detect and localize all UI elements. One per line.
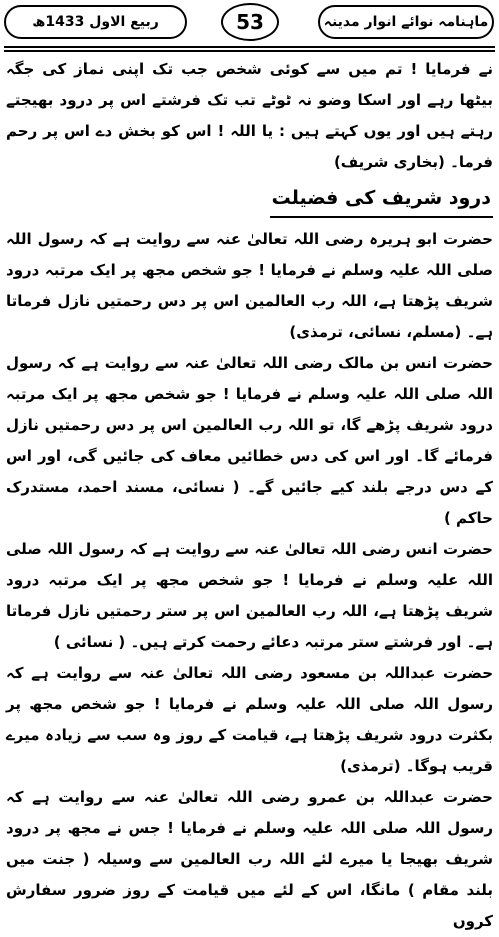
magazine-title: ماہنامہ نوائے انوار مدینہ bbox=[318, 5, 494, 39]
hadith-paragraph: حضرت عبداللہ بن مسعود رضی اللہ تعالیٰ عنہ سے روایت ہے کہ رسول اللہ صلی اللہ علیہ وسلم نے فرمایا ! جو شخص مجھ پر بکثرت درود شریف پڑھتا ہے، قیامت کے روز وہ سب سے زیادہ میرے قریب ہوگا۔ (ترمذی) bbox=[6, 664, 493, 775]
intro-paragraph: نے فرمایا ! تم میں سے کوئی شخص جب تک اپنی نماز کی جگہ بیٹھا رہے اور اسکا وضو نہ ٹوٹے تب تک فرشتے اس پر درود بھیجتے رہتے ہیں اور یوں کہتے ہیں : یا اللہ ! اس کو بخش دے اس پر رحم فرما۔ (بخاری شریف) bbox=[6, 60, 493, 171]
hadith-paragraph: حضرت ابو ہریرہ رضی اللہ تعالیٰ عنہ سے روایت ہے کہ رسول اللہ صلی اللہ علیہ وسلم نے فرمایا ! جو شخص مجھ پر ایک مرتبہ درود شریف پڑھتا ہے، اللہ رب العالمین اس پر دس رحمتیں نازل فرماتا ہے۔ (مسلم، نسائی، ترمذی) bbox=[6, 230, 493, 341]
hadith-paragraph: حضرت انس رضی اللہ تعالیٰ عنہ سے روایت ہے کہ رسول اللہ صلی اللہ علیہ وسلم نے فرمایا ! جو شخص مجھ پر ایک مرتبہ درود شریف پڑھتا ہے، اللہ رب العالمین اس پر ستر رحمتیں نازل فرماتا ہے۔ اور فرشتے ستر مرتبہ دعائے رحمت کرتے ہیں۔ ( نسائی ) bbox=[6, 540, 493, 651]
issue-date: ربیع الاول 1433ھ bbox=[4, 5, 187, 39]
page-header bbox=[0, 0, 499, 44]
hadith-paragraph: حضرت عبداللہ بن عمرو رضی اللہ تعالیٰ عنہ سے روایت ہے کہ رسول اللہ صلی اللہ علیہ وسلم نے فرمایا ! جس نے مجھ پر درود شریف بھیجا یا میرے لئے اللہ رب العالمین سے وسیلہ ( جنت میں بلند مقام ) مانگا، اس کے لئے میں قیامت کے روز ضرور سفارش کروں bbox=[6, 788, 493, 930]
hadith-paragraph: حضرت انس بن مالک رضی اللہ تعالیٰ عنہ سے روایت ہے کہ رسول اللہ صلی اللہ علیہ وسلم نے فرمایا ! جو شخص مجھ پر ایک مرتبہ درود شریف پڑھے گا، تو اللہ رب العالمین اس پر دس رحمتیں نازل فرمائے گا۔ اور اس کی دس خطائیں معاف کی جائیں گی، اور اس کے دس درجے بلند کیے جائیں گے۔ ( نسائی، مسند احمد، مستدرک حاکم ) bbox=[6, 354, 493, 527]
article-body bbox=[6, 54, 493, 937]
header-divider-top bbox=[4, 46, 495, 48]
section-heading bbox=[6, 182, 493, 218]
page-number: 53 bbox=[221, 3, 279, 41]
section-heading-text: درود شریف کی فضیلت bbox=[270, 182, 493, 218]
header-divider-bottom bbox=[4, 50, 495, 52]
